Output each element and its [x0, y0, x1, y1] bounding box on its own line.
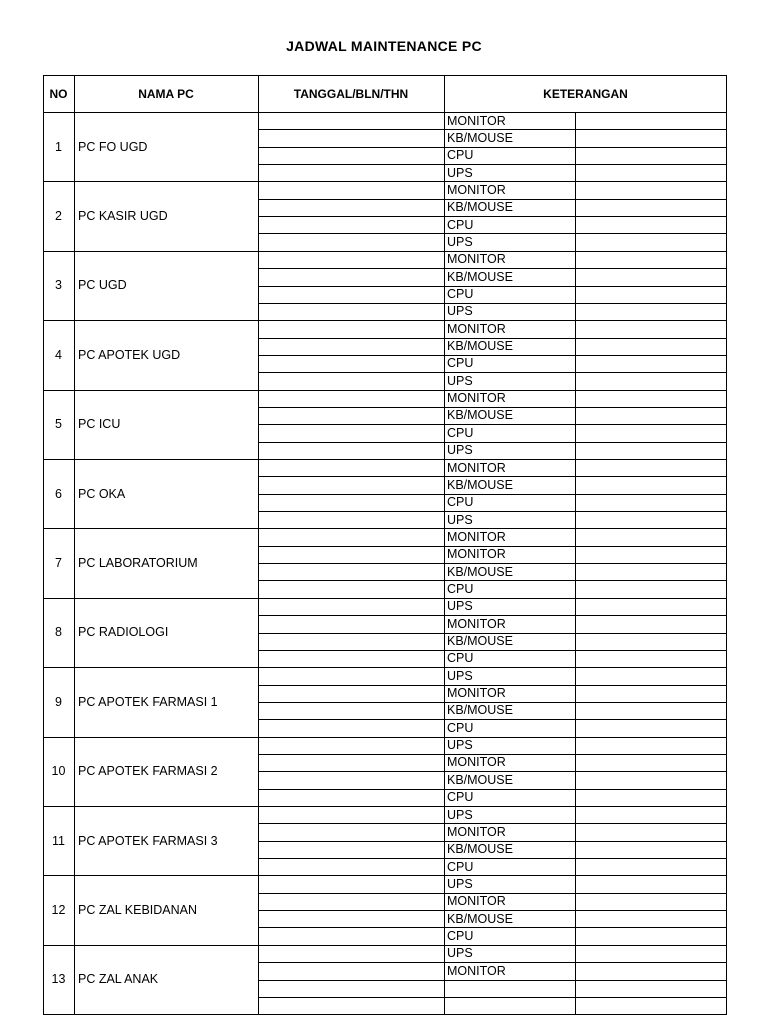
component-item: CPU: [447, 217, 474, 232]
component-item: MONITOR: [447, 824, 506, 839]
header-no: NO: [49, 86, 68, 101]
component-item: CPU: [447, 356, 474, 371]
row-number: 6: [55, 486, 62, 501]
component-item: CPU: [447, 495, 474, 510]
row-number: 11: [52, 833, 65, 848]
pc-name: PC APOTEK FARMASI 1: [78, 694, 218, 709]
pc-name: PC APOTEK UGD: [78, 347, 181, 362]
component-item: UPS: [447, 165, 473, 180]
component-item: MONITOR: [447, 391, 506, 406]
component-item: KB/MOUSE: [447, 703, 513, 718]
group-border: [43, 1014, 727, 1015]
component-item: UPS: [447, 599, 473, 614]
pc-name: PC ZAL ANAK: [78, 972, 159, 987]
maintenance-table-viewport: [43, 75, 727, 987]
table-top-border: [43, 75, 727, 76]
row-number: 8: [55, 625, 62, 640]
row-number: 2: [55, 209, 62, 224]
component-item: KB/MOUSE: [447, 564, 513, 579]
row-number: 12: [51, 903, 66, 918]
component-item: KB/MOUSE: [447, 269, 513, 284]
row-number: 1: [55, 139, 62, 154]
component-item: MONITOR: [447, 755, 506, 770]
component-item: KB/MOUSE: [447, 408, 513, 423]
component-item: UPS: [447, 946, 473, 961]
sub-row-border: [258, 980, 727, 981]
component-item: UPS: [447, 807, 473, 822]
component-item: KB/MOUSE: [447, 339, 513, 354]
component-item: MONITOR: [447, 321, 506, 336]
component-item: CPU: [447, 790, 474, 805]
row-number: 10: [51, 764, 66, 779]
component-item: CPU: [447, 651, 474, 666]
pc-name: PC ICU: [78, 417, 121, 432]
component-item: UPS: [447, 876, 473, 891]
component-item: MONITOR: [447, 894, 506, 909]
sub-row-border: [258, 997, 727, 998]
pc-name: PC LABORATORIUM: [78, 556, 198, 571]
pc-name: PC OKA: [78, 486, 126, 501]
component-item: MONITOR: [447, 616, 506, 631]
component-item: KB/MOUSE: [447, 130, 513, 145]
page-title: JADWAL MAINTENANCE PC: [286, 38, 482, 54]
row-number: 3: [55, 278, 62, 293]
component-item: MONITOR: [447, 182, 506, 197]
pc-name: PC KASIR UGD: [78, 209, 168, 224]
component-item: CPU: [447, 148, 474, 163]
component-item: MONITOR: [447, 460, 506, 475]
row-number: 13: [51, 972, 66, 987]
component-item: KB/MOUSE: [447, 772, 513, 787]
component-item: CPU: [447, 859, 474, 874]
header-keterangan: KETERANGAN: [543, 86, 628, 101]
pc-name: PC RADIOLOGI: [78, 625, 169, 640]
component-item: KB/MOUSE: [447, 911, 513, 926]
pc-name: PC UGD: [78, 278, 127, 293]
component-item: UPS: [447, 738, 473, 753]
component-item: MONITOR: [447, 686, 506, 701]
component-item: MONITOR: [447, 252, 506, 267]
row-number: 9: [55, 694, 62, 709]
header-nama-pc: NAMA PC: [138, 86, 194, 101]
component-item: CPU: [447, 581, 474, 596]
component-item: MONITOR: [447, 113, 506, 128]
pc-name: PC APOTEK FARMASI 3: [78, 833, 218, 848]
component-item: UPS: [447, 443, 473, 458]
component-item: CPU: [447, 425, 474, 440]
component-item: KB/MOUSE: [447, 200, 513, 215]
row-number: 5: [55, 417, 62, 432]
component-item: UPS: [447, 373, 473, 388]
component-item: MONITOR: [447, 547, 506, 562]
pc-name: PC ZAL KEBIDANAN: [78, 903, 198, 918]
component-item: CPU: [447, 928, 474, 943]
component-item: CPU: [447, 287, 474, 301]
component-item: MONITOR: [447, 963, 506, 978]
pc-name: PC FO UGD: [78, 139, 148, 154]
row-number: 4: [55, 347, 62, 362]
component-item: UPS: [447, 512, 473, 527]
header-tanggal: TANGGAL/BLN/THN: [293, 86, 409, 101]
pc-name: PC APOTEK FARMASI 2: [78, 764, 218, 779]
component-item: CPU: [447, 720, 474, 735]
component-item: UPS: [447, 304, 473, 319]
row-number: 7: [55, 556, 62, 571]
component-item: UPS: [447, 234, 473, 249]
component-item: UPS: [447, 668, 473, 683]
component-item: MONITOR: [447, 529, 506, 544]
component-item: KB/MOUSE: [447, 842, 513, 857]
component-item: KB/MOUSE: [447, 477, 513, 492]
component-item: KB/MOUSE: [447, 634, 513, 648]
